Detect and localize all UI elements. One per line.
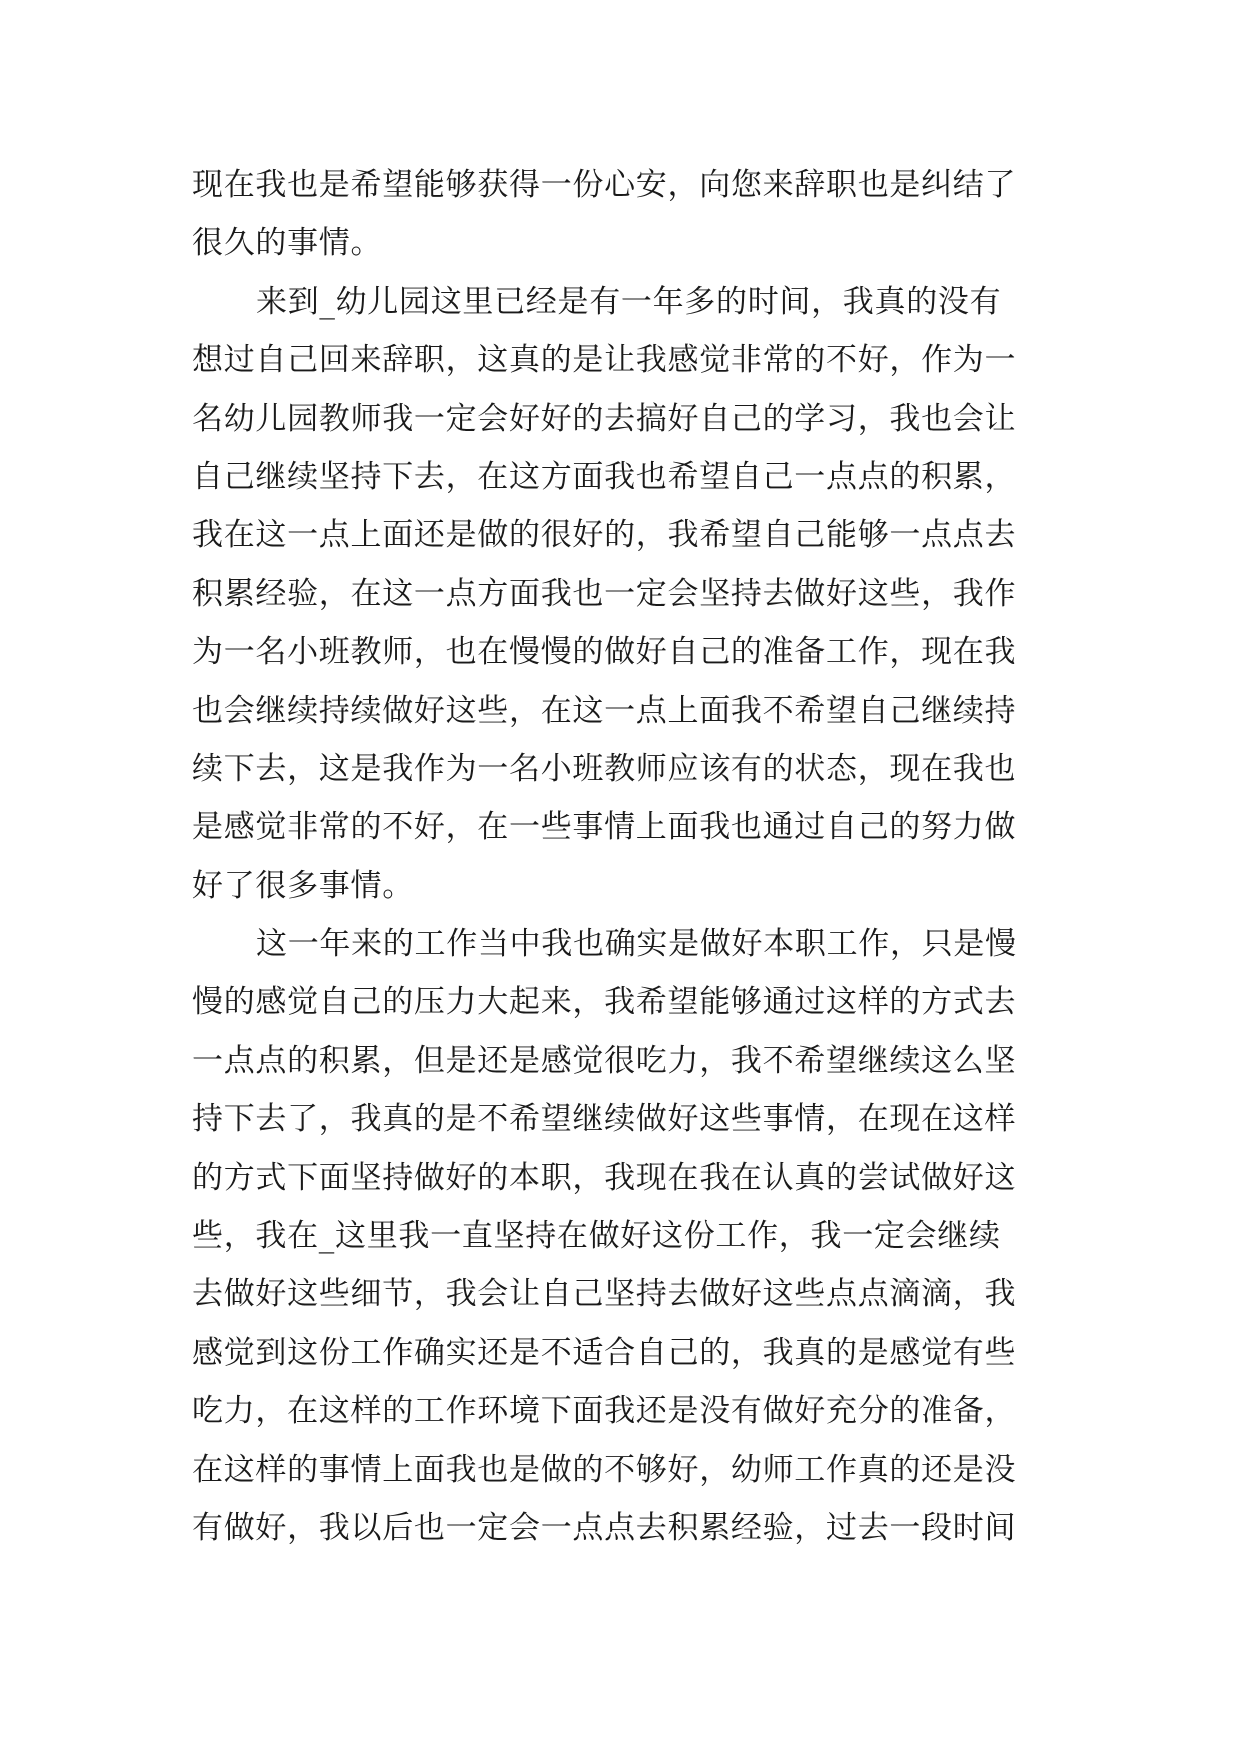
text-line: 在这样的事情上面我也是做的不够好，幼师工作真的还是没 (192, 1451, 1017, 1488)
paragraph-3 (192, 915, 1052, 1557)
text-line: 的方式下面坚持做好的本职，我现在我在认真的尝试做好这 (192, 1159, 1017, 1196)
text-line: 很久的事情。 (192, 225, 383, 262)
text-line: 一点点的积累，但是还是感觉很吃力，我不希望继续这么坚 (192, 1042, 1017, 1079)
text-line: 感觉到这份工作确实还是不适合自己的，我真的是感觉有些 (192, 1334, 1017, 1371)
paragraph-2 (192, 273, 1052, 915)
text-line: 想过自己回来辞职，这真的是让我感觉非常的不好，作为一 (192, 342, 1017, 379)
text-line: 吃力，在这样的工作环境下面我还是没有做好充分的准备， (192, 1393, 1017, 1430)
text-line: 些，我在_这里我一直坚持在做好这份工作，我一定会继续 (192, 1218, 1001, 1255)
text-line: 是感觉非常的不好，在一些事情上面我也通过自己的努力做 (192, 809, 1017, 846)
paragraph-1 (192, 156, 1052, 273)
text-line: 好了很多事情。 (192, 867, 414, 904)
text-line: 持下去了，我真的是不希望继续做好这些事情，在现在这样 (192, 1101, 1017, 1138)
text-line: 续下去，这是我作为一名小班教师应该有的状态，现在我也 (192, 750, 1017, 787)
text-line: 积累经验，在这一点方面我也一定会坚持去做好这些，我作 (192, 575, 1017, 612)
text-line: 名幼儿园教师我一定会好好的去搞好自己的学习，我也会让 (192, 400, 1017, 437)
document-body (192, 156, 1052, 1557)
text-line: 来到_幼儿园这里已经是有一年多的时间，我真的没有 (256, 283, 1002, 320)
text-line: 有做好，我以后也一定会一点点去积累经验，过去一段时间 (192, 1509, 1017, 1546)
text-line: 去做好这些细节，我会让自己坚持去做好这些点点滴滴，我 (192, 1276, 1017, 1313)
text-line: 为一名小班教师，也在慢慢的做好自己的准备工作，现在我 (192, 634, 1017, 671)
text-line: 这一年来的工作当中我也确实是做好本职工作，只是慢 (256, 926, 1017, 963)
text-line: 也会继续持续做好这些，在这一点上面我不希望自己继续持 (192, 692, 1017, 729)
text-line: 自己继续坚持下去，在这方面我也希望自己一点点的积累， (192, 458, 1017, 495)
text-line: 我在这一点上面还是做的很好的，我希望自己能够一点点去 (192, 517, 1017, 554)
text-line: 慢的感觉自己的压力大起来，我希望能够通过这样的方式去 (192, 984, 1017, 1021)
text-line: 现在我也是希望能够获得一份心安，向您来辞职也是纠结了 (192, 167, 1017, 203)
